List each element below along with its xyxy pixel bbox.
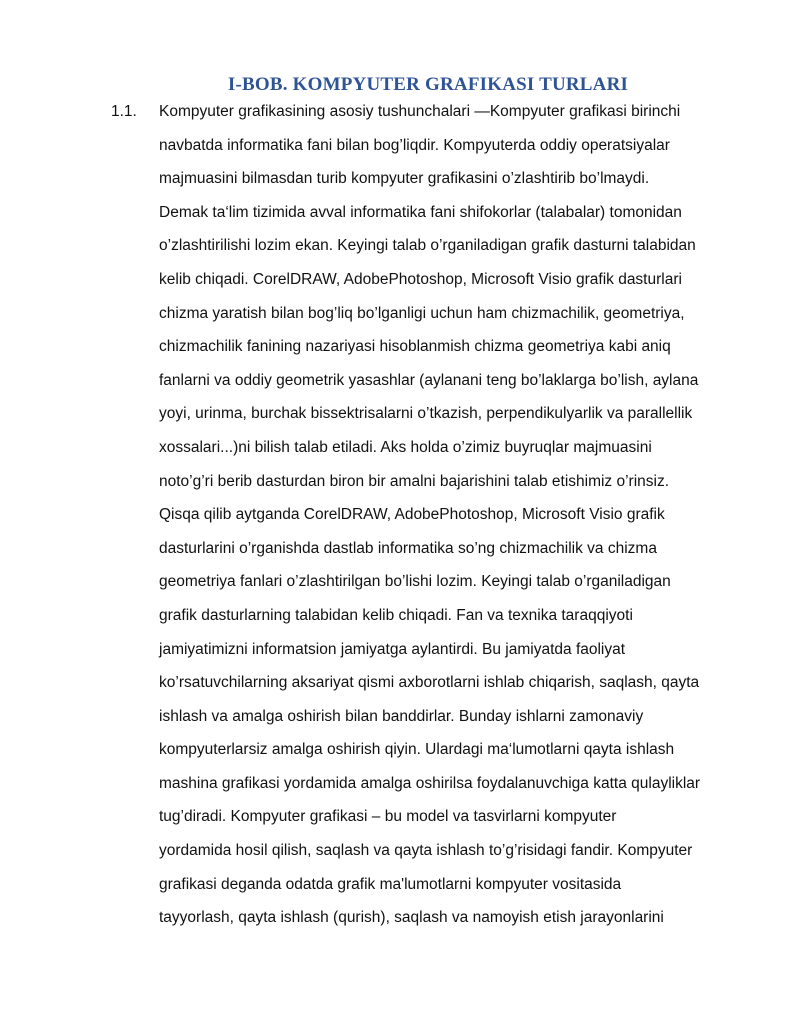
body-line: geometriya fanlari o’zlashtirilgan bo’lishi lozim. Keyingi talab o’rganiladigan	[159, 573, 671, 591]
body-line: noto’g’ri berib dasturdan biron bir amalni bajarishini talab etishimiz o’rinsiz.	[159, 472, 670, 490]
body-line: tayyorlash, qayta ishlash (qurish), saqlash va namoyish etish jarayonlarini	[159, 909, 664, 927]
body-line: dasturlarini o’rganishda dastlab informatika so’ng chizmachilik va chizma	[159, 539, 657, 557]
body-line: yoyi, urinma, burchak bissektrisalarni o’tkazish, perpendikulyarlik va parallellik	[159, 405, 693, 423]
body-line: chizma yaratish bilan bog’liq bo’lganligi uchun ham chizmachilik, geometriya,	[159, 304, 685, 322]
body-line: grafik dasturlarning talabidan kelib chiqadi. Fan va texnika taraqqiyoti	[159, 606, 633, 624]
body-line: Demak ta‘lim tizimida avval informatika fani shifokorlar (talabalar) tomonidan	[159, 203, 682, 221]
body-line: fanlarni va oddiy geometrik yasashlar (aylanani teng bo’laklarga bo’lish, aylana	[159, 371, 699, 389]
body-line: grafikasi deganda odatda grafik ma'lumotlarni kompyuter vositasida	[159, 875, 622, 893]
body-line: majmuasini bilmasdan turib kompyuter grafikasini o’zlashtirib bo’lmaydi.	[159, 170, 650, 188]
body-line: ishlash va amalga oshirish bilan banddirlar. Bunday ishlarni zamonaviy	[159, 707, 644, 725]
body-line: Qisqa qilib aytganda CorelDRAW, AdobePhotoshop, Microsoft Visio grafik	[159, 506, 665, 524]
body-line: jamiyatimizni informatsion jamiyatga aylantirdi. Bu jamiyatda faoliyat	[159, 640, 626, 658]
body-line: kompyuterlarsiz amalga oshirish qiyin. Ulardagi ma‘lumotlarni qayta ishlash	[159, 741, 675, 759]
body-line: Kompyuter grafikasining asosiy tushunchalari —Kompyuter grafikasi birinchi	[159, 103, 681, 120]
body-line: navbatda informatika fani bilan bog’liqdir. Kompyuterda oddiy operatsiyalar	[159, 136, 670, 154]
body-line: o’zlashtirilishi lozim ekan. Keyingi talab o’rganiladigan grafik dasturni talabidan	[159, 237, 696, 255]
body-line: mashina grafikasi yordamida amalga oshirilsa foydalanuvchiga katta qulayliklar	[159, 774, 701, 792]
body-line: kelib chiqadi. CorelDRAW, AdobePhotoshop, Microsoft Visio grafik dasturlari	[159, 270, 682, 288]
body-line: yordamida hosil qilish, saqlash va qayta ishlash to’g’risidagi fandir. Kompyuter	[159, 842, 693, 860]
body-line: tug’diradi. Kompyuter grafikasi – bu model va tasvirlarni kompyuter	[159, 808, 617, 826]
body-line: xossalari...)ni bilish talab etiladi. Aks holda o’zimiz buyruqlar majmuasini	[159, 438, 652, 456]
chapter-title: I-BOB. KOMPYUTER GRAFIKASI TURLARI	[227, 74, 629, 95]
body-line: chizmachilik fanining nazariyasi hisoblanmish chizma geometriya kabi aniq	[159, 338, 671, 356]
body-line: ko’rsatuvchilarning aksariyat qismi axborotlarni ishlab chiqarish, saqlash, qayta	[159, 674, 700, 692]
section-body	[159, 102, 749, 942]
section-number: 1.1.	[111, 103, 137, 120]
